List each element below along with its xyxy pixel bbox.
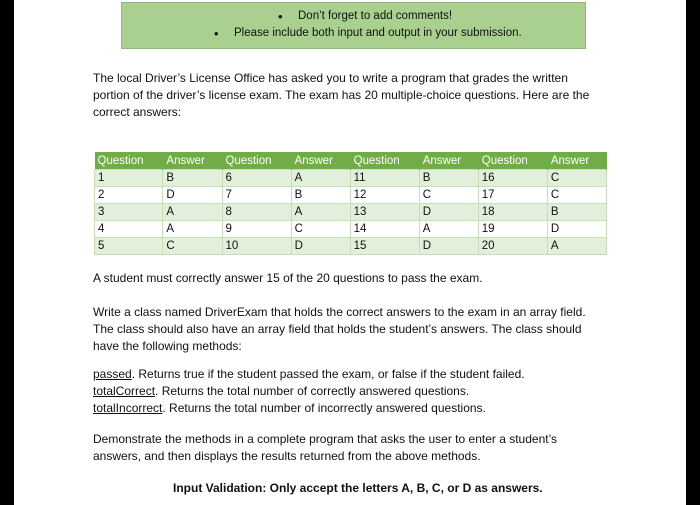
demo-paragraph: Demonstrate the methods in a complete program that asks the user to enter a student’s answers, and then displays the results returned from the above methods.	[93, 432, 558, 463]
table-row	[95, 170, 607, 187]
table-row	[95, 238, 607, 255]
table-cell: C	[291, 221, 350, 238]
table-cell: C	[547, 187, 606, 204]
reminder-input-output: • Please include both input and output in your submission.	[234, 27, 522, 39]
table-cell: 13	[350, 204, 419, 221]
table-cell: B	[291, 187, 350, 204]
column-header: Answer	[163, 152, 222, 170]
table-row	[95, 221, 607, 238]
table-cell: D	[163, 187, 222, 204]
table-cell: 6	[222, 170, 291, 187]
table-cell: C	[419, 187, 478, 204]
table-cell: 20	[478, 238, 547, 255]
column-header: Question	[95, 152, 163, 170]
document-page	[14, 0, 686, 505]
pass-rule: A student must correctly answer 15 of the 20 questions to pass the exam.	[93, 271, 483, 285]
method-item	[93, 401, 486, 415]
table-cell: A	[163, 204, 222, 221]
table-cell: C	[547, 170, 606, 187]
table-cell: 12	[350, 187, 419, 204]
table-cell: B	[547, 204, 606, 221]
table-cell: 17	[478, 187, 547, 204]
table-cell: D	[419, 238, 478, 255]
class-description: Write a class named DriverExam that holds the correct answers to the exam in an array field. The class should also have an array field that holds the student’s answers. The class should have the following methods:	[93, 305, 586, 353]
method-description: . Returns true if the student passed the exam, or false if the student failed.	[131, 367, 525, 381]
column-header: Answer	[547, 152, 606, 170]
input-validation: Input Validation: Only accept the letters A, B, C, or D as answers.	[173, 481, 543, 495]
table-cell: 10	[222, 238, 291, 255]
reminder-comments: • Don’t forget to add comments!	[298, 10, 452, 22]
table-cell: 1	[95, 170, 163, 187]
method-name: totalIncorrect	[93, 401, 163, 415]
table-cell: D	[419, 204, 478, 221]
table-cell: A	[291, 170, 350, 187]
method-description: . Returns the total number of incorrectly answered questions.	[162, 401, 486, 415]
table-cell: 19	[478, 221, 547, 238]
table-cell: A	[291, 204, 350, 221]
reminder-box	[121, 2, 586, 49]
table-cell: 8	[222, 204, 291, 221]
table-header-row	[95, 152, 607, 170]
table-cell: A	[419, 221, 478, 238]
method-name: passed	[93, 367, 132, 381]
table-cell: 7	[222, 187, 291, 204]
table-cell: D	[291, 238, 350, 255]
table-row	[95, 204, 607, 221]
table-cell: 18	[478, 204, 547, 221]
table-cell: 16	[478, 170, 547, 187]
table-cell: C	[163, 238, 222, 255]
table-cell: 15	[350, 238, 419, 255]
table-cell: A	[547, 238, 606, 255]
table-cell: A	[163, 221, 222, 238]
column-header: Question	[478, 152, 547, 170]
table-cell: B	[419, 170, 478, 187]
table-cell: 11	[350, 170, 419, 187]
column-header: Answer	[419, 152, 478, 170]
column-header: Answer	[291, 152, 350, 170]
table-cell: B	[163, 170, 222, 187]
method-item	[93, 384, 469, 398]
methods-list	[93, 366, 613, 417]
table-cell: 9	[222, 221, 291, 238]
table-cell: D	[547, 221, 606, 238]
method-name: totalCorrect	[93, 384, 156, 398]
table-cell: 4	[95, 221, 163, 238]
answer-key-table	[94, 152, 607, 255]
table-cell: 14	[350, 221, 419, 238]
table-row	[95, 187, 607, 204]
table-cell: 2	[95, 187, 163, 204]
column-header: Question	[222, 152, 291, 170]
intro-paragraph: The local Driver’s License Office has asked you to write a program that grades the written portion of the driver’s license exam. The exam has 20 multiple-choice questions. Here are the correct answers:	[93, 71, 590, 119]
table-cell: 3	[95, 204, 163, 221]
method-description: . Returns the total number of correctly answered questions.	[155, 384, 470, 398]
method-item	[93, 367, 525, 381]
column-header: Question	[350, 152, 419, 170]
table-cell: 5	[95, 238, 163, 255]
